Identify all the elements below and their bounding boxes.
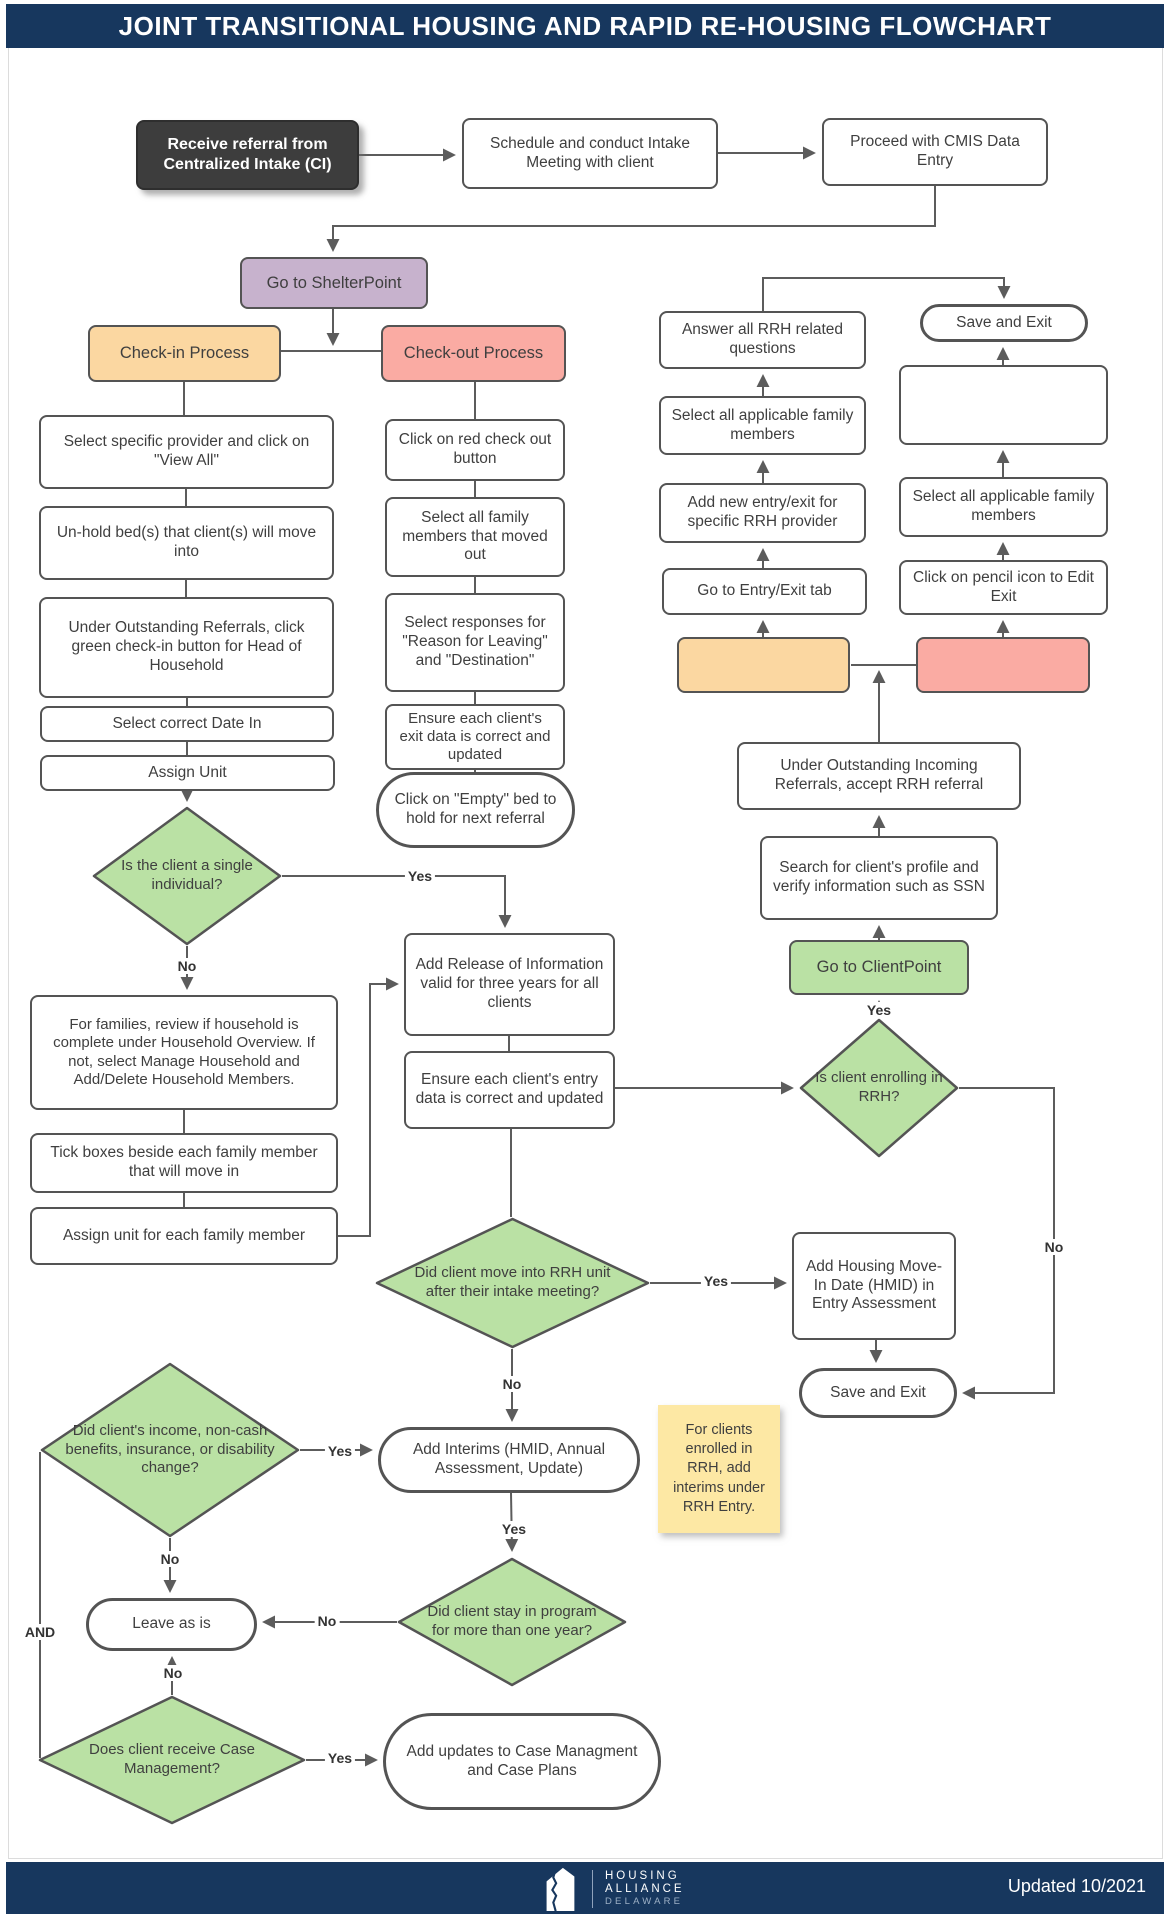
label-no-enroll: No xyxy=(1042,1239,1067,1255)
node-tick-boxes: Tick boxes beside each family member that will move in xyxy=(30,1133,338,1193)
decision-stay-one-year-text: Did client stay in program for more than one year? xyxy=(427,1603,597,1639)
node-select-responses-2 xyxy=(899,365,1108,445)
decision-enrolling-rrh-text: Is client enrolling in RRH? xyxy=(815,1069,943,1105)
node-save-and-exit-1: Save and Exit xyxy=(920,304,1088,342)
node-assign-unit-family: Assign unit for each family member xyxy=(30,1207,338,1265)
node-click-empty-bed: Click on "Empty" bed to hold for next referral xyxy=(376,772,575,848)
node-checkout-process-2 xyxy=(916,637,1090,693)
node-add-interims: Add Interims (HMID, Annual Assessment, Update) xyxy=(378,1427,640,1493)
node-go-shelterpoint: Go to ShelterPoint xyxy=(240,257,428,309)
decision-income-change-text: Did client's income, non-cash benefits, insurance, or disability change? xyxy=(65,1421,275,1477)
label-yes-enroll: Yes xyxy=(864,1002,894,1018)
updated-date: Updated 10/2021 xyxy=(1007,1876,1146,1896)
logo-line-3: DELAWARE xyxy=(605,1896,684,1908)
decision-enrolling-rrh xyxy=(799,1018,959,1158)
node-select-date-in: Select correct Date In xyxy=(40,706,334,742)
logo-line-1: HOUSING xyxy=(605,1869,680,1882)
decision-moved-into-rrh-text: Did client move into RRH unit after their intake meeting? xyxy=(414,1264,611,1300)
housing-alliance-logo-icon xyxy=(540,1866,580,1912)
logo-text xyxy=(592,1870,685,1908)
node-click-red-checkout: Click on red check out button xyxy=(385,419,565,481)
node-go-clientpoint: Go to ClientPoint xyxy=(789,940,969,995)
node-unhold-beds: Un-hold bed(s) that client(s) will move into xyxy=(39,506,334,580)
decision-case-management-text: Does client receive Case Management? xyxy=(89,1741,255,1777)
node-answer-rrh-questions: Answer all RRH related questions xyxy=(659,311,866,369)
node-receive-referral: Receive referral from Centralized Intake (CI) xyxy=(136,120,359,190)
node-checkout-process-1: Check-out Process xyxy=(381,325,566,382)
decision-income-change xyxy=(40,1362,300,1538)
decision-single-individual xyxy=(92,806,282,946)
sticky-note-rrh-interims: For clients enrolled in RRH, add interims under RRH Entry. xyxy=(658,1405,780,1533)
edge-assignfam-release xyxy=(338,984,397,1236)
label-no-move: No xyxy=(500,1376,525,1392)
page-title: JOINT TRANSITIONAL HOUSING AND RAPID RE-HOUSING FLOWCHART xyxy=(118,10,1052,41)
node-under-outstanding-incoming: Under Outstanding Incoming Referrals, accept RRH referral xyxy=(737,742,1021,810)
node-ensure-entry-data: Ensure each client's entry data is correct and updated xyxy=(404,1051,615,1129)
label-no-single: No xyxy=(175,958,200,974)
node-schedule-intake: Schedule and conduct Intake Meeting with client xyxy=(462,118,718,189)
node-save-and-exit-2: Save and Exit xyxy=(799,1368,957,1418)
decision-stay-one-year xyxy=(397,1557,627,1687)
node-assign-unit: Assign Unit xyxy=(40,755,335,791)
edge-proceed-shelterpoint xyxy=(333,186,935,250)
node-search-client-profile: Search for client's profile and verify information such as SSN xyxy=(760,836,998,920)
node-add-case-updates: Add updates to Case Managment and Case Plans xyxy=(383,1713,661,1810)
node-click-pencil-edit-exit: Click on pencil icon to Edit Exit xyxy=(899,560,1108,615)
node-for-families-review: For families, review if household is complete under Household Overview. If not, select Manage Household and Add/Delete Household Members. xyxy=(30,995,338,1110)
node-go-entry-exit-tab: Go to Entry/Exit tab xyxy=(662,568,867,615)
logo-line-2: ALLIANCE xyxy=(605,1883,685,1896)
node-add-release-info: Add Release of Information valid for three years for all clients xyxy=(404,933,615,1036)
node-outstanding-referrals: Under Outstanding Referrals, click green check-in button for Head of Household xyxy=(39,597,334,698)
label-yes-income: Yes xyxy=(325,1443,355,1459)
node-proceed-cmis: Proceed with CMIS Data Entry xyxy=(822,118,1048,186)
node-leave-as-is: Leave as is xyxy=(86,1598,257,1651)
label-yes-move: Yes xyxy=(701,1273,731,1289)
node-checkin-process-2 xyxy=(677,637,850,693)
node-select-family-a: Select all applicable family members xyxy=(659,396,866,455)
edge-single-yes xyxy=(282,876,505,926)
decision-single-individual-text: Is the client a single individual? xyxy=(121,857,253,893)
housing-alliance-logo xyxy=(540,1866,685,1912)
node-add-new-entry-exit: Add new entry/exit for specific RRH provider xyxy=(659,483,866,543)
label-no-does: No xyxy=(161,1665,186,1681)
label-and: AND xyxy=(22,1624,58,1640)
node-select-family-moved-out: Select all family members that moved out xyxy=(385,497,565,577)
label-yes-single: Yes xyxy=(405,868,435,884)
decision-case-management xyxy=(38,1695,306,1825)
decision-moved-into-rrh xyxy=(375,1217,650,1349)
label-yes-does: Yes xyxy=(325,1750,355,1766)
label-yes-interims: Yes xyxy=(499,1521,529,1537)
node-select-provider: Select specific provider and click on "View All" xyxy=(39,415,334,489)
label-no-income: No xyxy=(158,1551,183,1567)
node-ensure-exit-data: Ensure each client's exit data is correct and updated xyxy=(385,704,565,770)
edge-enroll-no xyxy=(959,1088,1054,1393)
node-select-family-b: Select all applicable family members xyxy=(899,477,1108,537)
node-select-responses-1: Select responses for "Reason for Leaving" and "Destination" xyxy=(385,593,565,692)
node-checkin-process-1: Check-in Process xyxy=(88,325,281,382)
label-no-stay: No xyxy=(315,1613,340,1629)
node-add-hmid: Add Housing Move-In Date (HMID) in Entry Assessment xyxy=(792,1232,956,1340)
